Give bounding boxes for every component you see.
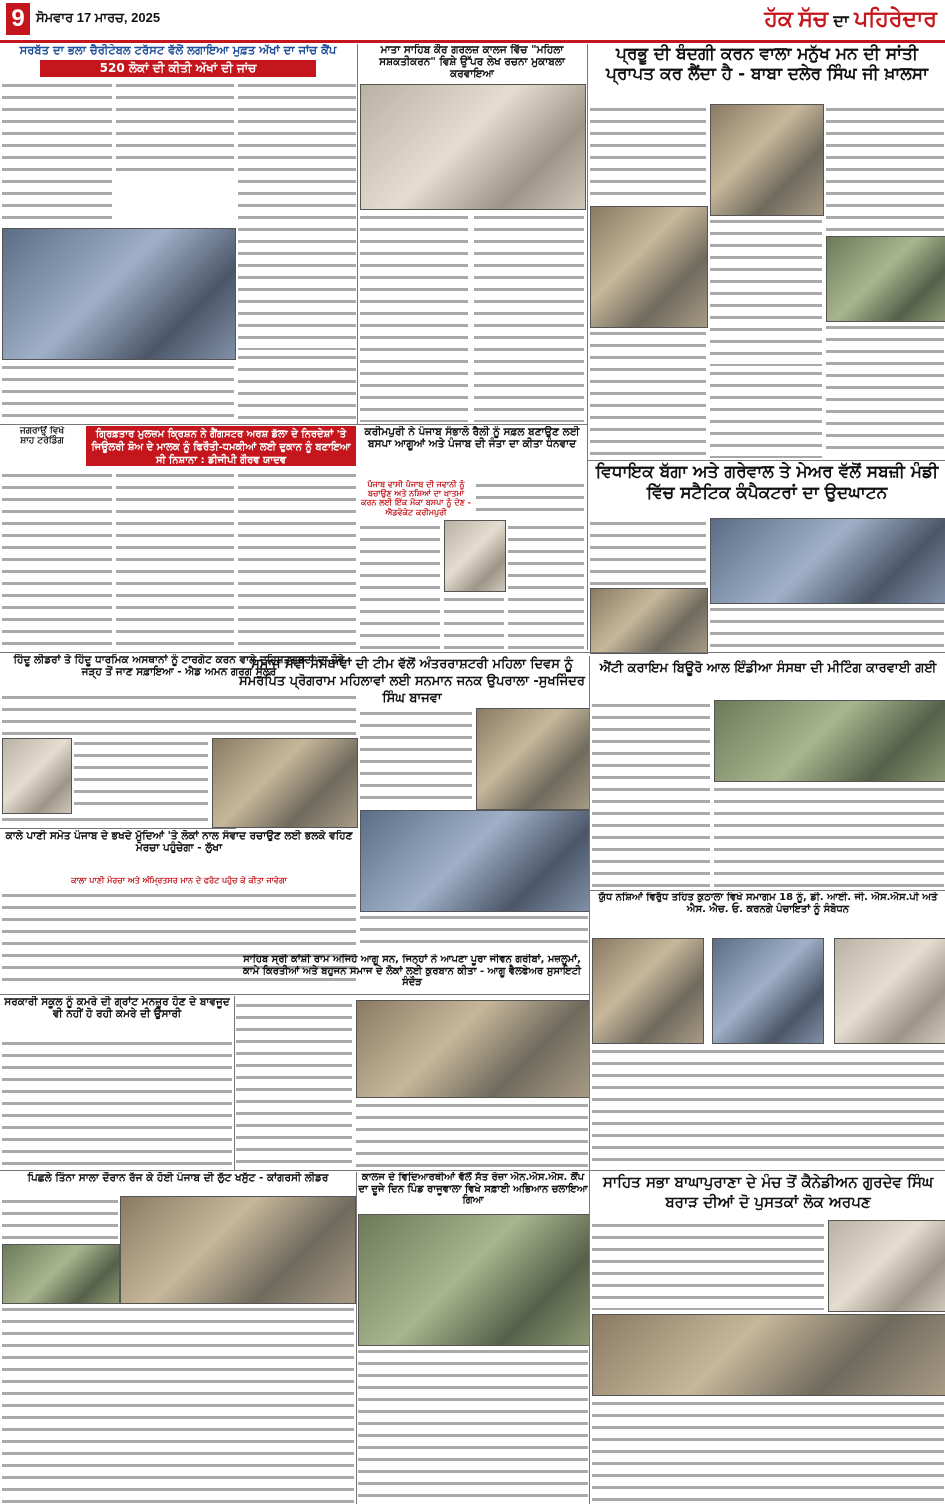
article-congress-col1 <box>2 1196 118 1242</box>
photo-eye-camp <box>2 228 236 360</box>
jeweller-ad-label-line2: ਸ਼ਾਹ ਟਰੇਡਿੰਗ <box>20 436 64 446</box>
photo-compactor-inauguration <box>710 518 945 604</box>
article-karimpuri-subhead-box <box>360 480 472 520</box>
article-kale-pani-headline-box <box>2 830 356 874</box>
article-nss-body <box>358 1346 588 1504</box>
jeweller-ad-label-line1: ਜਗਰਾਉਂ ਵਿਖੇ <box>19 426 65 436</box>
article-karimpuri-headline: ਕਰੀਮਪੁਰੀ ਨੇ ਪੰਜਾਬ ਸੰਭਾਲੋ ਰੈਲੀ ਨੂੰ ਸਫ਼ਲ ਬਣਾਉਣ ਲਈ ਬਸਪਾ ਆਗੂਆਂ ਅਤੇ ਪੰਜਾਬ ਦੀ ਜੰਤਾ ਦਾ ਕੀਤਾ ਧੰਨਵਾਦ <box>364 426 580 451</box>
article-anticrime-headline: ਐਂਟੀ ਕਰਾਇਮ ਬਿਊਰੋ ਆਲ ਇੰਡੀਆ ਸੰਸਥਾ ਦੀ ਮੀਟਿੰਗ ਕਾਰਵਾਈ ਗਈ <box>599 661 937 676</box>
photo-congress-leaders <box>120 1196 356 1304</box>
row-rule <box>0 652 945 653</box>
photo-kuthala-sho <box>834 938 945 1044</box>
page-number: 9 <box>6 3 30 35</box>
paper-name-part-3: ਪਹਿਰੇਦਾਰ <box>854 6 937 31</box>
article-school-body <box>2 1038 232 1170</box>
article-congress-headline-box <box>2 1172 354 1194</box>
issue-date: ਸੋਮਵਾਰ 17 ਮਾਰਚ, 2025 <box>36 10 161 25</box>
photo-book-release-small <box>828 1220 945 1312</box>
photo-congress-leader-portrait <box>2 1244 120 1304</box>
article-kuthala-body <box>592 1046 944 1170</box>
column-rule <box>357 44 358 424</box>
article-dgp-col1 <box>2 470 112 648</box>
article-karimpuri-col1b <box>444 594 504 650</box>
jeweller-ad-label <box>2 426 82 468</box>
photo-womens-day-2 <box>360 810 590 912</box>
article-college-essay-headline: ਮਾਤਾ ਸਾਹਿਬ ਕੌਰ ਗਰਲਜ਼ ਕਾਲਜ ਵਿੱਚ "ਮਹਿਲਾ ਸਸ਼ਕਤੀਕਰਨ" ਵਿਸ਼ੇ ਉੱਪਰ ਲੇਖ ਰਚਨਾ ਮੁਕਾਬਲਾ ਕਰਵਾਇਆ <box>379 44 565 81</box>
article-eye-camp-headline-box <box>0 44 356 78</box>
row-rule <box>0 994 590 995</box>
article-kanshi-ram-col2 <box>356 1100 588 1170</box>
article-sahit-sabha-headline: ਸਾਹਿਤ ਸਭਾ ਬਾਘਾਪੁਰਾਣਾ ਦੇ ਮੰਚ ਤੋਂ ਕੈਨੇਡੀਅਨ ਗੁਰਦੇਵ ਸਿੰਘ ਬਰਾੜ ਦੀਆਂ ਦੋ ਪੁਸਤਕਾਂ ਲੋਕ ਅਰਪਣ <box>602 1173 934 1211</box>
article-kale-pani-subhead: ਕਾਲਾ ਪਾਣੀ ਮੋਰਚਾ ਅਤੇ ਅੰਮ੍ਰਿਤਸਰ ਮਾਨ ਦੇ ਫਰੰਟ ਪਹੁੰਚ ਕੇ ਕੀਤਾ ਜਾਵੇਗਾ <box>71 876 287 885</box>
article-kale-pani-headline: ਕਾਲੇ ਪਾਣੀ ਸਮੇਤ ਪੰਜਾਬ ਦੇ ਭਖਦੇ ਮੁੱਦਿਆਂ 'ਤੇ ਲੋਕਾਂ ਨਾਲ ਸੰਵਾਦ ਰਚਾਉਣ ਲਈ ਭਲਕੇ ਵਹਿਣ ਮੋਰਚਾ ਪਹੁੰਚੇਗਾ - ਲੁੱਖਾ <box>5 830 353 855</box>
photo-book-release-group <box>592 1314 945 1396</box>
article-aman-garg-col2 <box>2 814 208 828</box>
article-womens-day-col2 <box>360 912 588 952</box>
photo-kuthala-ssp <box>712 938 824 1044</box>
row-rule <box>0 424 588 425</box>
photo-kanshi-ram-event <box>356 1000 590 1098</box>
article-kanshi-ram-headline-box <box>236 954 588 998</box>
article-eye-camp-col2 <box>116 80 234 180</box>
article-eye-camp-col3 <box>238 80 356 350</box>
article-kanshi-ram-headline: ਸਾਹਿਬ ਸ੍ਰੀ ਕਾਂਸ਼ੀ ਰਾਮ ਅਜਿਹੇ ਆਗੂ ਸਨ, ਜਿਨ੍ਹਾਂ ਨੇ ਆਪਣਾ ਪੂਰਾ ਜੀਵਨ ਗਰੀਬਾਂ, ਮਜ਼ਲੂਮਾਂ, ਕਾਮੇ ਕਿਰਤੀਆਂ ਅਤੇ ਬਹੁਜਨ ਸਮਾਜ ਦੇ ਲੋਕਾਂ ਲਈ ਕੁਰਬਾਨ ਕੀਤਾ - ਆਗੂ ਵੈਲਫੇਅਰ ਸੁਸਾਇਟੀ ਸੰਦੌੜ <box>242 954 582 988</box>
article-kale-pani-subhead-box <box>2 876 356 888</box>
masthead <box>0 0 945 43</box>
article-anticrime-col2 <box>714 784 944 890</box>
article-baba-daler-headline-box <box>590 44 944 100</box>
column-rule <box>587 44 588 650</box>
article-womens-day-col1 <box>360 708 472 808</box>
article-baba-daler-headline: ਪ੍ਰਭੂ ਦੀ ਬੰਦਗੀ ਕਰਨ ਵਾਲਾ ਮਨੁੱਖ ਮਨ ਦੀ ਸਾਂਤੀ ਪ੍ਰਾਪਤ ਕਰ ਲੈਂਦਾ ਹੈ - ਬਾਬਾ ਦਲੇਰ ਸਿੰਘ ਜੀ ਖ਼ਾਲਸਾ <box>606 44 928 84</box>
article-school-headline: ਸਰਕਾਰੀ ਸਕੂਲ ਨੂੰ ਕਮਰੇ ਦੀ ਗ੍ਰਾਂਟ ਮਨਜ਼ੂਰ ਹੋਣ ਦੇ ਬਾਵਜੂਦ ਵੀ ਨਹੀਂ ਹੋ ਰਹੀ ਕਮਰੇ ਦੀ ਉਸਾਰੀ <box>4 996 230 1021</box>
article-compactor-col2 <box>710 604 944 652</box>
article-karimpuri-subhead: ਪੰਜਾਬ ਵਾਸੀ ਪੰਜਾਬ ਦੀ ਜਵਾਨੀ ਨੂੰ ਬਚਾਉਣ ਅਤੇ ਨਸ਼ਿਆਂ ਦਾ ਖ਼ਾਤਮਾ ਕਰਨ ਲਈ ਇੱਕ ਮੌਕਾ ਬਸਪਾ ਨੂੰ ਦੇਣ - ਐਡਵੋਕੇਟ ਕਰੀਮਪੁਰੀ <box>361 480 471 517</box>
article-dgp-col3 <box>238 470 356 648</box>
article-aman-garg-headline: ਹਿੰਦੂ ਲੀਡਰਾਂ ਤੇ ਹਿੰਦੂ ਧਾਰਮਿਕ ਅਸਥਾਨਾਂ ਨੂੰ ਟਾਰਗੇਟ ਕਰਨ ਵਾਲੇ ਦਹਿਸ਼ਤਗਰਦਾਂ ਦਾ ਹੋਵੇ ਜੜ੍ਹ ਤੋਂ ਜਾਣ ਸਫ਼ਾਇਆ - ਐਡ ਅਮਨ ਗਰਗ ਸੂਲਰ <box>13 654 345 679</box>
article-kuthala-headline: ਯੁੱਧ ਨਸ਼ਿਆਂ ਵਿਰੁੱਧ ਤਹਿਤ ਕੁਠਾਲਾ ਵਿਖੇ ਸਮਾਗਮ 18 ਨੂੰ, ਡੀ. ਆਈ. ਜੀ. ਐਸ.ਐਸ.ਪੀ ਅਤੇ ਐਸ. ਐਚ. ਓ. ਕਰਨਗੇ ਪੰਚਾਇਤਾਂ ਨੂੰ ਸੰਬੋਧਨ <box>598 892 938 915</box>
article-eye-camp-headline: ਸਰਬੱਤ ਦਾ ਭਲਾ ਚੈਰੀਟੇਬਲ ਟਰੱਸਟ ਵੱਲੋਂ ਲਗਾਇਆ ਮੁਫ਼ਤ ਅੱਖਾਂ ਦਾ ਜਾਂਚ ਕੈਂਪ <box>19 44 337 57</box>
photo-nss-camp <box>358 1214 590 1346</box>
article-karimpuri-col1 <box>360 522 440 650</box>
paper-name-part-2: ਦਾ <box>833 13 849 30</box>
article-anticrime-headline-box <box>592 660 944 698</box>
row-rule <box>590 890 945 891</box>
article-baba-daler-col3 <box>826 104 944 234</box>
column-rule <box>356 1172 357 1504</box>
article-womens-day-headline-box <box>236 656 588 706</box>
article-karimpuri-col2a <box>476 480 584 518</box>
article-college-essay-col1 <box>360 212 468 422</box>
article-sahit-sabha-body <box>592 1398 944 1504</box>
article-eye-camp-text-bottom <box>2 362 234 422</box>
article-anticrime-col1 <box>592 700 710 890</box>
article-school-headline-box <box>2 996 232 1036</box>
article-compactor-headline: ਵਿਧਾਇਕ ਬੱਗਾ ਅਤੇ ਗਰੇਵਾਲ ਤੇ ਮੇਅਰ ਵੱਲੋਂ ਸਬਜ਼ੀ ਮੰਡੀ ਵਿੱਚ ਸਟੈਟਿਕ ਕੰਪੈਕਟਰਾਂ ਦਾ ਉਦਘਾਟਨ <box>595 462 939 503</box>
article-baba-daler-col1b <box>590 328 706 458</box>
article-dgp-headline: ਗ੍ਰਿਫ਼ਤਾਰ ਮੁਲਜ਼ਮ ਕ੍ਰਿਸ਼ਨ ਨੇ ਗੈਂਗਸਟਰ ਅਰਸ਼ ਡੱਲਾ ਦੇ ਨਿਰਦੇਸ਼ਾਂ 'ਤੇ ਜਿਊਲਰੀ ਸ਼ੋਅ ਦੇ ਮਾਲਕ ਨੂੰ ਫਿਰੌਤੀ-ਧਮਕੀਆਂ ਲਈ ਦੁਕਾਨ ਨੂੰ ਬਣਾਇਆ ਸੀ ਨਿਸ਼ਾਨਾ : ਡੀਜੀਪੀ ਗੌਰਵ ਯਾਦਵ <box>86 426 356 466</box>
photo-aman-garg-portrait <box>2 738 72 814</box>
column-rule <box>234 996 235 1170</box>
row-rule <box>0 828 236 829</box>
article-college-essay-headline-box <box>360 44 584 82</box>
photo-anticrime-meeting <box>714 700 945 782</box>
article-eye-camp-band: 520 ਲੋਕਾਂ ਦੀ ਕੀਤੀ ਅੱਖਾਂ ਦੀ ਜਾਂਚ <box>40 60 316 77</box>
column-rule <box>589 656 590 1504</box>
article-sahit-sabha-col1 <box>592 1220 824 1310</box>
photo-kuthala-dig <box>592 938 704 1044</box>
article-womens-day-headline: ਸਮਾਜ ਸੇਵੀ ਸੰਸਥਾਵਾਂ ਦੀ ਟੀਮ ਵੱਲੋਂ ਅੰਤਰਰਾਸ਼ਟਰੀ ਮਹਿਲਾ ਦਿਵਸ ਨੂੰ ਸਮਰਪਿਤ ਪ੍ਰੋਗਰਾਮ ਮਹਿਲਾਵਾਂ ਲਈ ਸਨਮਾਨ ਜਨਕ ਉਪਰਾਲਾ -ਸੁਖਜਿੰਦਰ ਸਿੰਘ ਬਾਜਵਾ <box>239 657 585 706</box>
article-kanshi-ram-col1 <box>236 1000 352 1170</box>
article-eye-camp-col3b <box>238 352 356 422</box>
row-rule <box>588 460 945 461</box>
photo-baba-daler-congregation <box>590 206 708 328</box>
article-dgp-col2 <box>116 470 234 648</box>
article-congress-headline: ਪਿਛਲੇ ਤਿੰਨਾ ਸਾਲਾ ਦੌਰਾਨ ਰੱਜ ਕੇ ਹੋਈ ਪੰਜਾਬ ਦੀ ਲੁੱਟ ਖਸੁੱਟ - ਕਾਂਗਰਸੀ ਲੀਡਰ <box>27 1172 329 1184</box>
article-baba-daler-col3b <box>826 322 944 458</box>
article-karimpuri-headline-box <box>360 426 584 478</box>
article-college-essay-col2 <box>474 212 584 422</box>
paper-name <box>764 6 937 32</box>
article-karimpuri-col2 <box>508 522 584 650</box>
article-eye-camp-col1 <box>2 80 112 226</box>
photo-compactor-officials <box>590 588 708 654</box>
photo-aman-garg-event <box>212 738 358 828</box>
photo-baba-daler <box>710 104 824 216</box>
article-baba-daler-col2b <box>710 368 822 458</box>
article-sahit-sabha-headline-box <box>592 1172 944 1216</box>
article-kuthala-headline-box <box>592 892 944 936</box>
photo-karimpuri-portrait <box>444 520 506 592</box>
article-compactor-col1 <box>590 518 706 586</box>
article-aman-garg-col1 <box>74 738 208 812</box>
article-congress-body <box>2 1304 354 1504</box>
photo-womens-day-1 <box>476 708 590 810</box>
article-baba-daler-col2 <box>710 216 822 366</box>
article-baba-daler-col1 <box>590 104 706 204</box>
paper-name-part-1: ਹੱਕ ਸੱਚ <box>764 6 828 31</box>
photo-baba-daler-stage <box>826 236 945 322</box>
article-nss-headline-box <box>358 1172 588 1212</box>
photo-college-essay <box>360 84 586 210</box>
article-nss-headline: ਕਾਲਜ ਦੇ ਵਿਦਿਆਰਥੀਆਂ ਵੱਲੋਂ ਸੱਤ ਰੋਜ਼ਾ ਐਨ.ਐਸ.ਐਸ. ਕੈਂਪ ਦਾ ਦੂਜੇ ਦਿਨ ਪਿੰਡ ਰਾਜੂਵਾਲਾ ਵਿਖੇ ਸਫ਼ਾਈ ਅਭਿਆਨ ਚਲਾਇਆ ਗਿਆ <box>358 1172 588 1206</box>
row-rule <box>0 1170 945 1171</box>
article-compactor-headline-box <box>590 462 944 514</box>
